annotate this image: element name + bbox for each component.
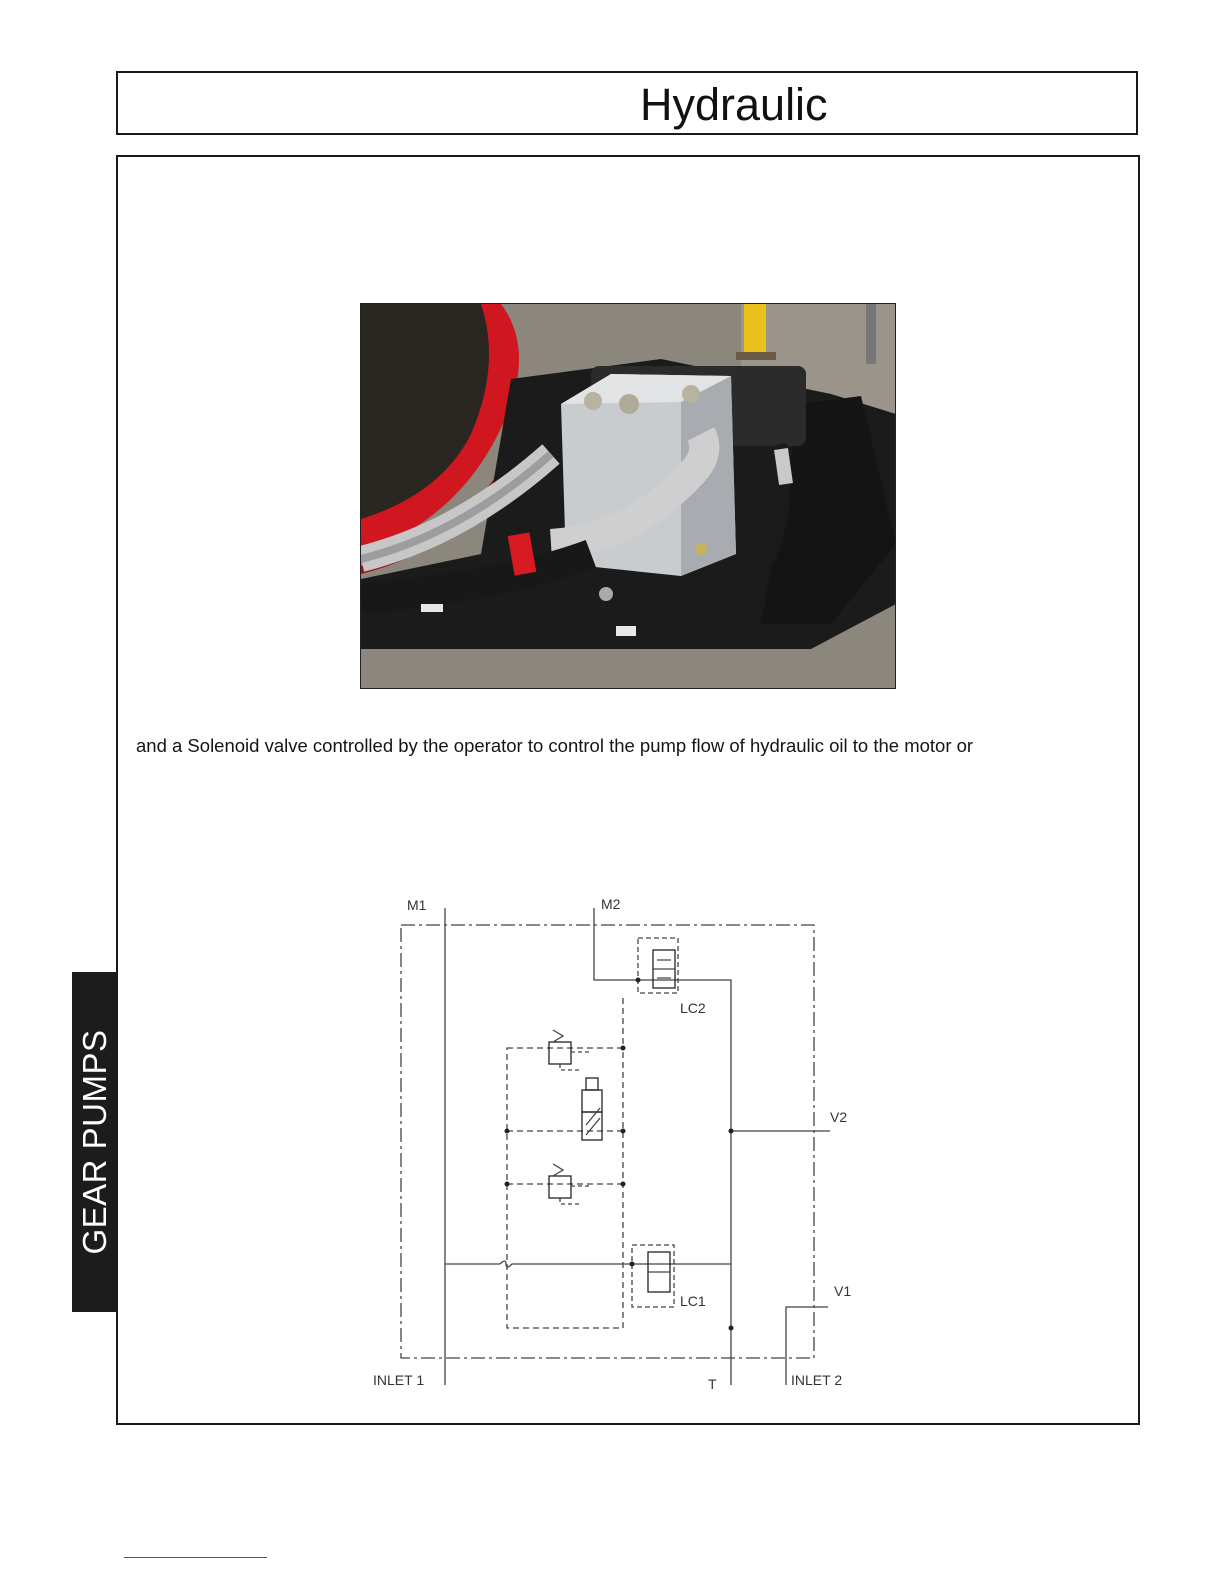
port-label-t: T: [708, 1376, 717, 1392]
valve-block-photo: [360, 303, 896, 689]
port-label-v1: V1: [834, 1283, 852, 1299]
port-label-v2: V2: [830, 1109, 848, 1125]
section-tab-label: GEAR PUMPS: [75, 1029, 113, 1255]
footer-link-rule[interactable]: [124, 1557, 267, 1558]
title-box: [116, 71, 1138, 135]
page-title: Hydraulic: [640, 79, 828, 130]
port-label-inlet-2: INLET 2: [791, 1372, 843, 1388]
valve-label-lc2: LC2: [680, 1000, 706, 1016]
section-side-tab: [72, 972, 117, 1312]
valve-label-lc1: LC1: [680, 1293, 706, 1309]
hydraulic-schematic: [350, 880, 900, 1410]
body-text-line: and a Solenoid valve controlled by the operator to control the pump flow of hydraulic oil to the motor or: [136, 735, 974, 756]
port-label-m1: M1: [407, 897, 427, 913]
port-label-m2: M2: [601, 896, 621, 912]
valve-block-illustration: [361, 304, 896, 689]
port-label-inlet-1: INLET 1: [373, 1372, 425, 1388]
